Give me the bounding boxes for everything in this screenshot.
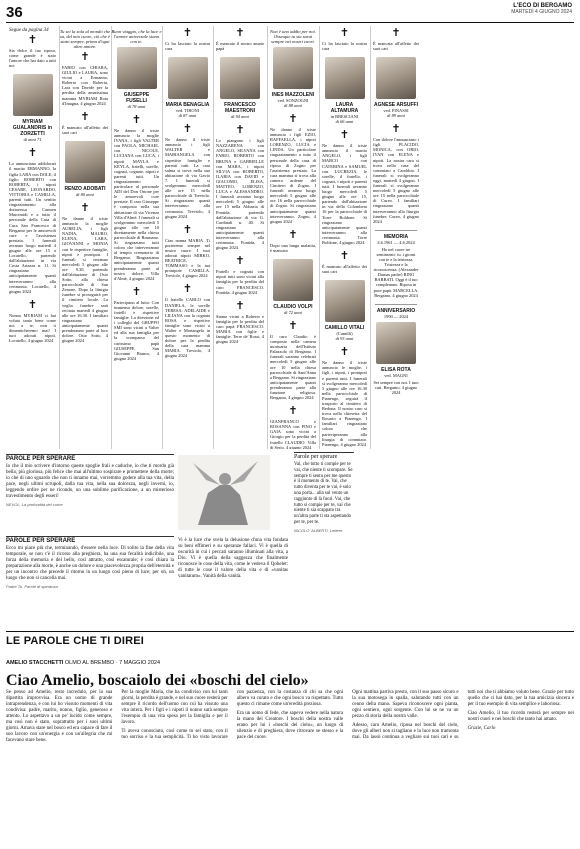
obituary-column bbox=[6, 26, 60, 449]
cross-icon: ✝ bbox=[391, 27, 401, 39]
deceased-age: di anni 71 bbox=[23, 137, 42, 143]
obituary-text: Lo piangono i figli NAZZARENA con ANGELO, SILVANA con FABIO, ROBERTO con BRUNA e GABRIELLE con MARA, i nipoti SILVIA con ROBERTO, ILARIA con DAVID e GIACOMO, ELISA, MATTEO, LORENZO, LUCA e ALESSANDRO. I funerali avranno luogo mercoledì 5 giugno alle ore 15 nella Abbazia di Pontida, partendo dall'abitazione di via G. Cardinali n. 40. Si ringraziano anticipatamente quanti interverranno alla cerimonia. Pontida, 4 giugno 2024 bbox=[216, 138, 264, 251]
cross-icon: ✝ bbox=[235, 124, 245, 137]
portrait-photo bbox=[325, 280, 365, 322]
portrait-photo bbox=[168, 57, 208, 99]
cross-icon: ✝ bbox=[339, 129, 350, 142]
deceased-name: GIUSEPPE FUSELLI bbox=[123, 92, 150, 104]
quote-box-heading: PAROLE PER SPERARE bbox=[6, 538, 76, 544]
deceased-portrait bbox=[373, 57, 419, 118]
deceased-name: CAMILLO VITALI bbox=[324, 325, 365, 332]
cross-icon: ✝ bbox=[339, 346, 350, 359]
obituary-notice bbox=[373, 124, 419, 224]
deceased-age: di 88 anni bbox=[284, 103, 302, 108]
angel-statue-image bbox=[178, 455, 270, 530]
obituary-text: Ciao nonna MARIA. Ti porteremo sempre nel nostro cuore. I tuoi adorati nipoti MIRKO, BEATRICE, TOMMASO e la tua pronipote CAMILLA. Treviolo, 4 giugno 2024 bbox=[165, 237, 210, 279]
deceased-name: MYRIAM GUALANDRIS in ZORZETTI bbox=[12, 119, 53, 138]
notice-label: ANNIVERSARIO bbox=[376, 307, 416, 314]
deceased-married-name: ved. SONZOGNI bbox=[277, 98, 309, 103]
notice-text: Sei sempre con noi. I tuoi cari. Bergamo, 4 giugno 2024 bbox=[373, 379, 419, 395]
obituary-column bbox=[319, 26, 371, 449]
obituary-text: Ne danno il triste annuncio i figli EZIO, RAFFAELLA, i nipoti LORENZO, LUCIA e LINDA. Un particolare ringraziamento a tutto il personale della casa di riposo di Zogno per l'assistenza prestata. La cara mamma si trova alla camera ardente del Cimitero di Zogno. I funerali avranno luogo mercoledì 5 giugno alle ore 16 nella parrocchiale di Zogno. Si ringraziano anticipatamente quanti interverranno. Zogno, 4 giugno 2024 bbox=[270, 127, 316, 224]
obituary-text: È mancato all'affetto dei suoi cari bbox=[62, 124, 108, 135]
continued-note: Segue da pagina 34 bbox=[9, 28, 49, 33]
quote-box-text: Io che il mio scrivere d'intorno queste spoglie frali e caduche, io che ti mordo già bella, più gloriosa, più felice che mai all'ultimo sospirare e promettere della morte; io che di uno sguardo che non ti innamo mai, vorremmo godere alla tua vita, della pace, negli ultimi scrupoli, dalla tua vita, nella sua dolcezza, negli inverni, io, leggendo ordire per ne ricondo, un una sublime purificazione, a un misterioso travestimento degli esseri! bbox=[6, 464, 174, 499]
obituary-column bbox=[59, 26, 112, 449]
obituary-text: Con dolore l'annunciano i figli PLACIDO, MONICA, con ORIO, IVAN con ELENA e nipoti. La nostra cara si trova nella casa del commiato a Carobbio. I funerali si svolgeranno oggi, martedì 4 giugno. I funerali si svolgeranno mercoledì 5 giugno alle ore 15 nella parrocchiale di Cureo. I familiari ringraziano quanti interverranno alla liturgia funebre. Cureo, 4 giugno 2024 bbox=[373, 137, 419, 224]
portrait-photo bbox=[376, 57, 416, 99]
deceased-age: di 80 anni bbox=[76, 191, 94, 197]
obituary-text: Ne danno il triste annuncio il marito ANGELO, i figli MARCO con CATERINA e SAMUEL con LUCREZIA, le sorelle, il fratello, i cognati, i nipoti e parenti tutti. I funerali avranno luogo mercoledì 5 giugno alle ore 15, partendo dall'abitazione in via della Colombera 16 per la parrocchiale di Torre Boldone. Si ringraziano anticipatamente quanti interverranno alla cerimonia. Torre Boldone, 4 giugno 2024 bbox=[322, 143, 367, 245]
obituary-notice bbox=[9, 148, 56, 293]
issue-date: MARTEDÌ 4 GIUGNO 2024 bbox=[511, 9, 572, 15]
article-paragraph: Ogni mattina partiva presto, con il suo passo sicuro e la sua motosega in spalla, salutando tutti con un cenno della mano. Sapeva riconoscere ogni pianta, ogni sentiero, ogni sorgente. Con lui se ne va un pezzo di storia della nostra valle. bbox=[352, 690, 459, 719]
cross-icon: ✝ bbox=[182, 223, 193, 236]
deceased-married-name: (Camilli) bbox=[336, 331, 353, 337]
deceased-age: di 94 anni bbox=[231, 114, 249, 120]
obituary-text: Il caro Claudio è composto nella camera mortuaria dell'Istituto Palazzolo di Bergamo. I funerali saranno celebrati mercoledì 5 giugno alle ore 10 nella chiesa parrocchiale di Sant'Anna a Bergamo. Si ringraziano anticipatamente quanti prenderanno parte alla funzione religiosa. Bergamo, 4 giugno 2024 bbox=[270, 333, 317, 401]
deceased-portrait bbox=[270, 47, 316, 108]
section-title: LE PAROLE CHE TI DIREI bbox=[6, 635, 145, 647]
deceased-portrait bbox=[322, 280, 367, 341]
notice-dates: 4.6.1961 — 4.6.2024 bbox=[377, 239, 415, 245]
article-paragraph: Se penso ad Amelio, resto incredulo, per la sua dipartita improvvisa. Era un uomo di grande intraprendenza, e con lui ho vissuto momenti di vita condivisa: padre, marito, nonno, figlio, generoso e attento. Lo aspettavo a un pe' lucido come sempre, ma così non è stato, soprattutto per i suoi ultimi giorni. Amava stare nel bosco ed era capace di fare il suo lavoro con un'energia e con un'allegria che mi facevano stare bene. bbox=[6, 690, 113, 743]
quote-box-heading: PAROLE PER SPERARE bbox=[6, 456, 76, 462]
deceased-portrait bbox=[114, 47, 159, 109]
deceased-name: LAURA ALTAMURA bbox=[330, 102, 359, 115]
obituary-notice bbox=[62, 203, 108, 343]
article-paragraph: Ciao Amelio, il tuo ricordo resterà per sempre nei nostri cuori e nei boschi che tanto hai amato. bbox=[467, 711, 574, 722]
header-rule bbox=[6, 22, 574, 23]
obituary-notice bbox=[322, 347, 367, 447]
divider bbox=[375, 304, 417, 305]
deceased-portrait bbox=[165, 57, 210, 118]
obituary-quote: Buon viaggio, che la luce e l'amore universale siano con te. bbox=[111, 29, 162, 44]
cross-icon: ✝ bbox=[339, 27, 350, 39]
obituary-text: È mancato il nostro amato papà bbox=[216, 41, 264, 52]
obituary-text: GIANFRANCO e ROSANNA con PINO e GAIA sono vicini a Giorgio per la perdita del fratello CLAUDIO. Villa di Serio, 4 giugno 2024 bbox=[270, 419, 316, 449]
obituary-notice bbox=[270, 321, 316, 400]
obituary-notice bbox=[165, 28, 210, 51]
cross-icon: ✝ bbox=[27, 298, 38, 311]
obituary-notice bbox=[270, 114, 316, 224]
obituary-notice bbox=[270, 406, 316, 449]
obituary-column bbox=[111, 26, 163, 449]
obituary-text: FABIO con CHIARA, GIULIO e LAURA, sono vicini a Ermanno, Roberto con Roberta, Lara con Davide per la perdita della amatissima mamma MYRIAM Rota d'Imagna, 4 giugno 2024 bbox=[62, 65, 108, 106]
cross-icon: ✝ bbox=[235, 255, 245, 268]
portrait-photo bbox=[376, 322, 416, 364]
quote-box-credit: Padre Tu. Parole di speranza bbox=[6, 584, 58, 589]
deceased-name: FRANCESCO MAESTRONI bbox=[224, 102, 256, 115]
cross-icon: ✝ bbox=[80, 201, 90, 214]
deceased-age: di 78 anni bbox=[127, 104, 146, 109]
obituary-notice bbox=[114, 287, 159, 361]
obituary-text: Lo annunciano addolorati il marito ERMANNO, la figlia LARA con DOLE, il figlio ROBERTO con ROBERTA, i nipoti CESARE, LEONARDO, VITTORIA e CAMILLA, parenti tutti. Un sentito ringraziamento alla dottoressa Carmen Marcimidi e a tutto il personale della Casa di Cura San Francesco di Bergamo per le amorevoli cure e l'assistenza prestata. I funerali avranno luogo martedì 4 giugno alle ore 15 a Locatello, partendo dall'abitazione in via Costa Ariazza n. 11. Si ringraziano anticipatamente quanti interverranno alla cerimonia. Locatello, 4 giugno 2024 bbox=[9, 161, 56, 294]
article-paragraph: Per la moglie Maria, che ha condiviso con lui tanti giorni, la perdita è grande, e nel suo cuore resterà per sempre il ricordo dell'uomo con cui ha vissuto una vita intera. Per i figli e i nipoti il nonno sarà sempre l'esempio di una vita spesa per la famiglia e per il lavoro. bbox=[121, 690, 228, 725]
page-header bbox=[0, 0, 580, 24]
article-byline bbox=[6, 660, 574, 666]
obituary-text: Ne danno il triste annuncio la moglie AURELIA, i figli NADIA, MAURO, ELENA, LARA, GIOVANNI e MONIA con le rispettive famiglie, nipoti e pronipoti. I funerali si terranno mercoledì 5 giugno alle ore 9.30, partendo dall'abitazione di Osio Sotto, alla chiesa parrocchiale di San Zenone. Dopo la liturgia funebre si proseguirà per il cimitero locale. La veglia funebre sarà recitata martedì 4 giugno alle ore 16.30. I familiari ringraziano anticipatamente quanti prenderanno parte al loro dolore. Osio Sotto, 4 giugno 2024 bbox=[62, 215, 108, 344]
article-body bbox=[6, 690, 574, 844]
obituary-notice bbox=[114, 115, 159, 281]
obituary-notice bbox=[270, 230, 316, 253]
cross-icon: ✝ bbox=[182, 123, 193, 136]
article-author: AMELIO STACCHETTI bbox=[6, 660, 64, 666]
cross-icon: ✝ bbox=[80, 110, 90, 123]
deceased-age: di 93 anni bbox=[335, 336, 354, 342]
divider bbox=[375, 230, 417, 231]
cross-icon: ✝ bbox=[391, 123, 401, 136]
deceased-married-name: ved. TIRONI bbox=[175, 108, 200, 114]
cross-icon: ✝ bbox=[182, 27, 193, 39]
obituary-column bbox=[267, 26, 320, 449]
deceased-name: AGNESE ARSUFFI bbox=[374, 102, 418, 109]
cross-icon: ✝ bbox=[288, 405, 298, 418]
deceased-age: di 72 anni bbox=[284, 309, 302, 315]
deceased-portrait bbox=[62, 141, 108, 197]
cross-icon: ✝ bbox=[288, 228, 298, 241]
obituary-text: Il fratello CARLO con DANIELA, le sorelle TERESA, ADELAIDE e LILIANA con la cognata ROSA e rispettive famiglie sono vicini a Walter e Mariangela in questo momento di dolore per la perdita della cara mamma MARIA. Treviolo, 4 giugno 2024 bbox=[165, 297, 210, 359]
obituary-notice bbox=[322, 251, 367, 274]
cross-icon: ✝ bbox=[288, 319, 298, 332]
portrait-photo bbox=[117, 47, 157, 89]
deceased-name: CLAUDIO VOLPI bbox=[273, 303, 313, 310]
quote-box-4 bbox=[294, 452, 354, 533]
quote-box-1 bbox=[6, 454, 174, 507]
portrait-photo bbox=[273, 47, 313, 89]
obituary-notice bbox=[216, 301, 264, 345]
deceased-portrait bbox=[322, 57, 367, 124]
obituary-text: Partecipano al lutto: Con immenso dolore, sorelle, fratelli e rispettive famiglie. La direzione ed i colleghi del GRUPPO SMI sono vicini a Valter ed alla sua famiglia per la scomparsa del carissimo papà GIUSEPPE. San Giovanni Bianco, 4 giugno 2024 bbox=[114, 299, 159, 361]
obituary-notice bbox=[62, 112, 108, 135]
obituary-notice bbox=[165, 124, 210, 219]
deceased-married-name: ved. FINASSI bbox=[383, 108, 409, 114]
obituary-notice bbox=[322, 28, 367, 51]
article-paragraph: Ti aveva conosciuto, così come tu sei stato, con il tuo sorriso e la tua semplicità. Ti ho visto lavorare con pazienza, con la costanza di chi sa che ogni albero va curato e che ogni bosco va rispettato. Tutto questo ci rimane come un'eredità preziosa. bbox=[121, 690, 344, 740]
obituary-text: Fratelli e cognati con nipoti tutti sono vicini alla famiglia per la perdita del caro FRANCESCO. Pontida, 4 giugno 2024 bbox=[216, 269, 264, 295]
cross-icon: ✝ bbox=[131, 114, 142, 126]
obituary-text: Sia dolce il tuo riposo, come grande è stato l'amore che hai dato a tutti noi bbox=[9, 48, 56, 69]
cross-icon: ✝ bbox=[235, 27, 245, 39]
cross-icon: ✝ bbox=[182, 283, 193, 296]
obituary-notice bbox=[165, 225, 210, 279]
notice-dates: 1990 — 2024 bbox=[383, 313, 409, 319]
anniversary-notice bbox=[373, 304, 419, 395]
obituary-text: Dopo una lunga malattia, è mancato bbox=[270, 242, 316, 253]
obituary-text: Ne danno il triste annuncio la moglie IVANA, i figli VALTER con PAOLA, MICHAEL con NICOLE, LUCIANA con LUCA, i nipoti MAYLA e KEYLA, fratelli, sorelle, cognati, cognate, nipoti e parenti tutti. Un ringraziamento particolare al personale ADI del Don Orione per le amorevoli cure prestate. Il caro Giuseppe è composto nella sua abitazione di via Vicenza Villa d'Almè. I funerali si svolgeranno mercoledì 5 giugno alle ore 10 direttamente nella chiesa parrocchiale di Brumano. Si ringraziano tutti coloro che interverranno al tempio crematorio di Bergamo. Ringraziamo anticipatamente quanti prenderanno parte al nostro dolore. Villa d'Almè, 4 giugno 2024 bbox=[114, 128, 159, 281]
obituary-text: Ci ha lasciato la nostra cara bbox=[165, 41, 210, 52]
article-headline: Ciao Amelio, boscaiolo dei «boschi del cielo» bbox=[6, 672, 309, 689]
deceased-married-name: ved. MAGNI bbox=[384, 372, 408, 378]
obituary-grid bbox=[6, 26, 574, 449]
notice-text: Ho nel cuore tre sentimenti: tu, i giorni con te e la tristezza. Tristezza e la riconoscenza. (Alexander Dumas padre) RINO BARBATI. Oggi è il tuo compleanno. Riposa in pace papà. MARCELLA. Bergamo, 4 giugno 2024 bbox=[373, 246, 419, 298]
cross-icon: ✝ bbox=[288, 113, 298, 125]
obituary-quote: Tu sei la sola al mondo che sa, del mio cuore, ciò che è stato sempre, prima d'ogni altro amore. bbox=[59, 29, 111, 49]
cross-icon: ✝ bbox=[235, 299, 245, 312]
obituary-notice bbox=[9, 300, 56, 344]
deceased-married-name: in BRESCIANI bbox=[330, 114, 359, 120]
section-header bbox=[6, 631, 574, 647]
page-number: 36 bbox=[6, 4, 23, 21]
portrait-photo bbox=[325, 57, 365, 99]
deceased-portrait bbox=[270, 259, 316, 315]
article-signature: Grazie, Carlo bbox=[467, 726, 496, 731]
quote-box-3 bbox=[178, 536, 288, 582]
article-paragraph: Era un uomo di fede, che sapeva vedere nella natura la mano del Creatore. I boschi della nostra valle erano per lui i «boschi del cielo», un luogo di silenzio e di preghiera, dove ritrovare se stesso e la pace del cuore. bbox=[236, 711, 344, 740]
obituary-text: Nonna MYRIAM ci hai voluto tanto bene come noi a te, non ti dimenticheremo mai! I tuoi adorati nipoti. Locatello, 4 giugno 2024 bbox=[9, 312, 56, 344]
deceased-age: di 87 anni bbox=[178, 113, 197, 119]
deceased-name: INES MAZZOLENI bbox=[271, 92, 315, 98]
newspaper-name: L'ECO DI BERGAMO bbox=[513, 3, 572, 9]
portrait-photo bbox=[273, 259, 313, 301]
portrait-photo bbox=[65, 141, 105, 183]
obituary-notice bbox=[62, 52, 108, 106]
quote-box-credit: NICOLO' ALBERTI, Lettere bbox=[294, 527, 343, 533]
deceased-age: di 89 anni bbox=[387, 113, 405, 119]
quote-box-text: Vai, che tutto ti compie per te vai, che niente ti scompare. Se sempre ti sentu per me questo è il momento di te. Vai, che tutto diventa per te vai, è solo una porta... alla sul vento un raggiunto di là fuori. Vai, che tutto si compie per te, vai che niente ti sia scappato tra un'altra parte ti sta aspettando per te, per te. bbox=[294, 462, 353, 525]
memoria-notice bbox=[373, 230, 419, 298]
cross-icon: ✝ bbox=[27, 34, 38, 46]
article-paragraph: Adesso, caro Amelio, riposa nei boschi del cielo, dove gli alberi non si tagliano e la luce non tramonta mai. Da lassù continua a vegliare sui tuoi cari e su tutti noi che ti abbiamo voluto bene. Grazie per tutto quello che ci hai dato, per la tua amicizia sincera e per il tuo esempio di vita semplice e laboriosa. bbox=[352, 690, 574, 740]
obituary-notice bbox=[322, 130, 367, 245]
deceased-name: MARIA BENAGLIA bbox=[165, 102, 210, 109]
cross-icon: ✝ bbox=[131, 285, 142, 298]
obituary-text: È mancato all'affetto dei suoi cari bbox=[322, 264, 367, 275]
article-place-date: OLMO AL BREMBO · 7 MAGGIO 2024 bbox=[64, 660, 161, 666]
obituary-column bbox=[162, 26, 214, 449]
quote-box-text: Vi è la luce che svela la delusione d'una vita fondata su beni effimeri e su speranze fallaci. Vi è quella di oscurità in cui i peccati saranno illuminati alla vita, a Dio. Vi è quella della saggezza che finalmente riconosce le cose della vita, come le vedeva il Qohelet: di tutte le cose il valore della vita e di «vanitas vanitatum». Vanità della vanità. bbox=[178, 538, 288, 579]
notice-label: MEMORIA bbox=[383, 233, 409, 240]
deceased-portrait bbox=[216, 57, 264, 119]
masthead bbox=[511, 3, 572, 15]
deceased-age: di 66 anni bbox=[335, 119, 354, 125]
quote-box-text: Ecco mi piace più che, terminando, d'essere nella luce. Di solito la fine della vita temporale, se non c'è il ricorso alla preghiera, ha una sua fecalità indicibile, una forza della memoria e del bello, così attratto, così escaturale; è così chiara la preparazione alla morte, è anche un dolore e una piacevolezza propria dell'eternità e per un incontro che precede il ritorno in un luogo così pieno di luce; per oh, un luogo che non si cancella mai. bbox=[6, 546, 174, 581]
obituary-text: Ci ha lasciato la nostra cara bbox=[322, 41, 367, 52]
obituary-quote: Non è uno addio per noi. Ovunque tu sia sarai sempre nei nostri cuori. bbox=[270, 29, 316, 44]
obituary-text: Ne danno il triste annuncio i figli WALTER e MARIANGELA con rispettive famiglie e parenti tutti. La cara salma si trova nella sua abitazione di via Gavio 7. I funerali si svolgeranno mercoledì alle ore 15 nella parrocchiale di Treviolo. Si ringraziano quanti interverranno alla cerimonia. Treviolo, 4 giugno 2024 bbox=[165, 137, 210, 219]
deceased-portrait bbox=[9, 74, 56, 142]
quote-box-credit: NEVOL, La profondità del cuore bbox=[6, 502, 63, 507]
obituary-text: È mancata all'affetto dei suoi cari bbox=[373, 41, 419, 52]
cross-icon: ✝ bbox=[339, 250, 350, 263]
obituary-notice bbox=[373, 28, 419, 51]
cross-icon: ✝ bbox=[27, 147, 38, 160]
obituary-column bbox=[213, 26, 268, 449]
obituary-column bbox=[370, 26, 422, 449]
obituary-notice bbox=[9, 35, 56, 68]
portrait-photo bbox=[220, 57, 260, 99]
obituary-text: Ne danno il triste annuncio le moglie, i figli, i nipoti, i pronipoti e parenti tutti. I funerali si svolgeranno mercoledì 5 giugno alle ore 16.30 nella parrocchiale di Pianengo, seguirà il trasporto al cimitero di Redona. Il nostro caro si trova nella chiesetta del Rosario a Pianengo. I familiari ringraziano coloro che parteciperanno alla liturgia di commiato. Pianengo, 4 giugno 2024 bbox=[322, 360, 367, 447]
deceased-name: ELISA ROTA bbox=[381, 366, 411, 373]
obituary-notice bbox=[165, 284, 210, 358]
deceased-name: RENZO ADOBATI bbox=[64, 185, 106, 192]
cross-icon: ✝ bbox=[80, 51, 90, 63]
quote-box-2 bbox=[6, 536, 174, 589]
obituary-text: Siamo vicini a Roberto e famiglia per la perdita del caro papà FRANCESCO. MARIA con figlie e famiglie. Terre de' Rossi, 4 giugno 2024 bbox=[216, 313, 264, 345]
portrait-photo bbox=[13, 74, 53, 116]
obituary-notice bbox=[216, 125, 264, 250]
quote-box-heading: Parole per sperare bbox=[294, 454, 338, 460]
obituary-notice bbox=[216, 28, 264, 51]
obituary-notice bbox=[216, 256, 264, 294]
